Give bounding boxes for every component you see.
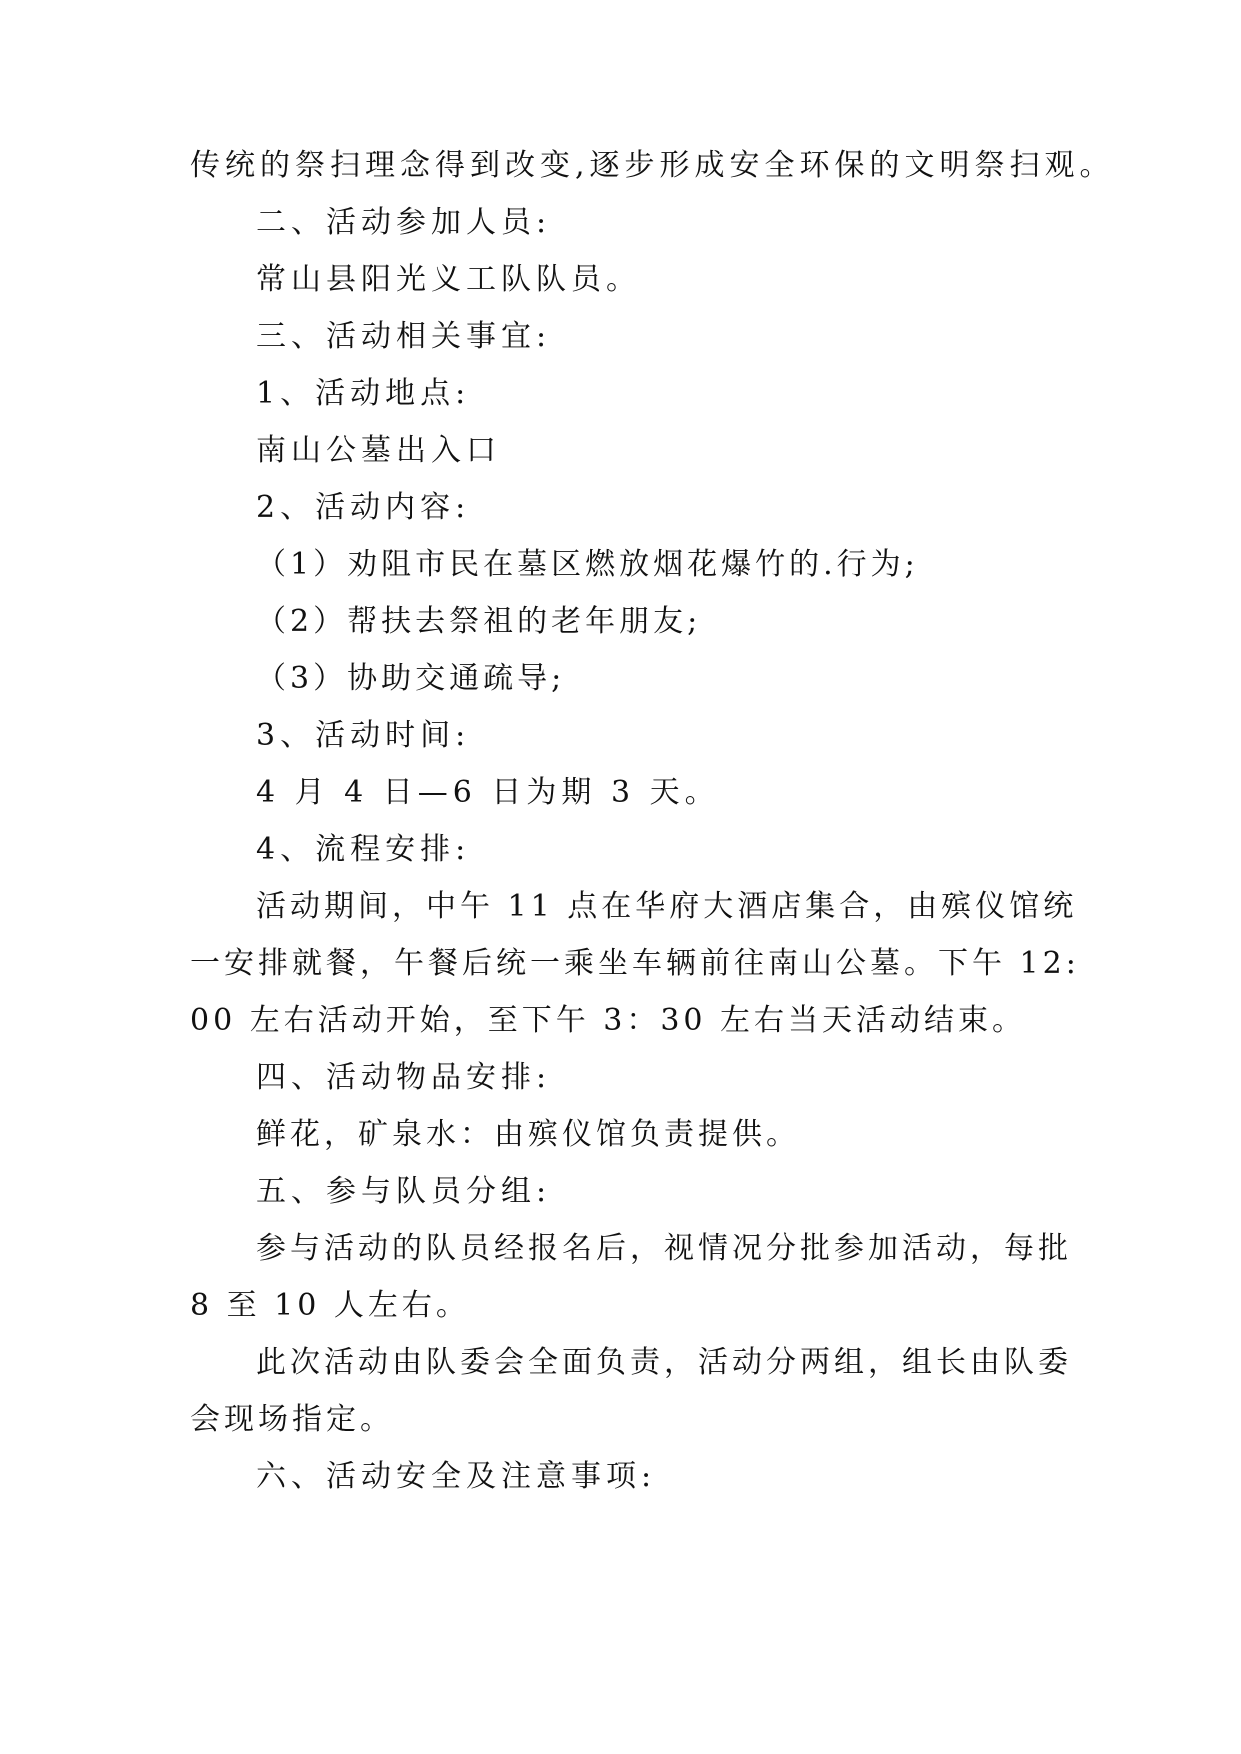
- paragraph-line: 南山公墓出入口: [256, 433, 501, 468]
- section-heading: 三、活动相关事宜:: [256, 319, 552, 354]
- section-heading: 六、活动安全及注意事项:: [256, 1459, 657, 1494]
- paragraph-line: 此次活动由队委会全面负责，活动分两组，组长由队委: [256, 1345, 1072, 1380]
- list-item: （1）劝阻市民在墓区燃放烟花爆竹的.行为;: [256, 547, 919, 582]
- subsection-heading: 4、流程安排:: [256, 832, 471, 867]
- paragraph-line: 8 至 10 人左右。: [190, 1288, 470, 1323]
- paragraph-line: 会现场指定。: [190, 1402, 394, 1437]
- paragraph-line: 4 月 4 日—6 日为期 3 天。: [256, 775, 720, 810]
- subsection-heading: 1、活动地点:: [256, 376, 471, 411]
- section-heading: 四、活动物品安排:: [256, 1060, 552, 1095]
- section-heading: 二、活动参加人员:: [256, 205, 552, 240]
- list-item: （3）协助交通疏导;: [256, 661, 566, 696]
- section-heading: 五、参与队员分组:: [256, 1174, 552, 1209]
- paragraph-line: 传统的祭扫理念得到改变,逐步形成安全环保的文明祭扫观。: [190, 148, 1115, 183]
- paragraph-line: 00 左右活动开始，至下午 3：30 左右当天活动结束。: [190, 1003, 1027, 1038]
- subsection-heading: 2、活动内容:: [256, 490, 471, 525]
- paragraph-line: 参与活动的队员经报名后，视情况分批参加活动，每批: [256, 1231, 1072, 1266]
- subsection-heading: 3、活动时间:: [256, 718, 471, 753]
- paragraph-line: 一安排就餐，午餐后统一乘坐车辆前往南山公墓。下午 12:: [190, 946, 1080, 981]
- paragraph-line: 活动期间，中午 11 点在华府大酒店集合，由殡仪馆统: [256, 889, 1078, 924]
- paragraph-line: 常山县阳光义工队队员。: [256, 262, 641, 297]
- paragraph-line: 鲜花，矿泉水：由殡仪馆负责提供。: [256, 1117, 800, 1152]
- list-item: （2）帮扶去祭祖的老年朋友;: [256, 604, 702, 639]
